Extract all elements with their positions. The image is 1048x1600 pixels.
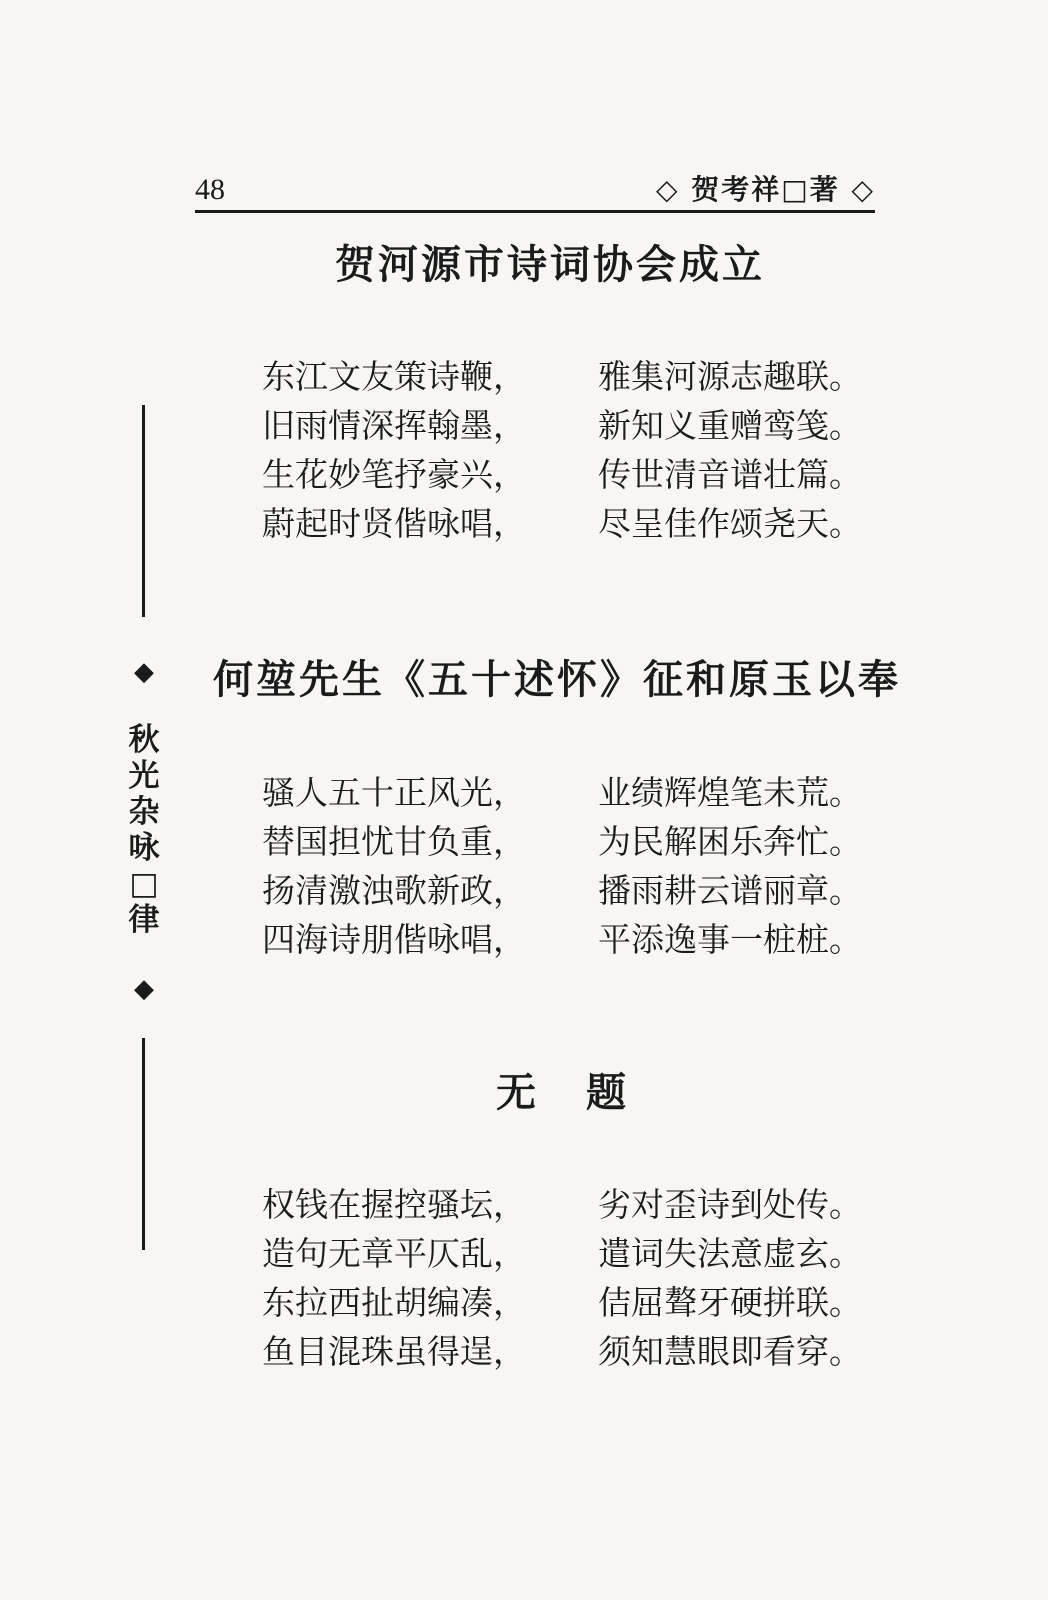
poem-line: 雅集河源志趣联。 (598, 357, 862, 396)
side-rule-top (142, 405, 145, 617)
poem-couplet (262, 817, 882, 866)
poem-title: 何堃先生《五十述怀》征和原玉以奉 (213, 657, 901, 703)
poem-line: 劣对歪诗到处传。 (598, 1185, 862, 1224)
poem-line: 传世清音谱壮篇。 (598, 455, 862, 494)
poem-couplet (262, 866, 882, 915)
header-author: ◇ 贺考祥□著 ◇ (655, 173, 875, 206)
poem-line: 为民解困乐奔忙。 (598, 822, 862, 861)
poem-couplet (262, 768, 882, 817)
poem-line: 播雨耕云谱丽章。 (598, 871, 862, 910)
poem-line: 生花妙笔抒豪兴， (262, 455, 526, 494)
page-number: 48 (195, 173, 225, 206)
poem-couplet (262, 915, 882, 964)
poem-line: 须知慧眼即看穿。 (598, 1332, 862, 1371)
poem-couplet (262, 450, 882, 499)
poem-body (262, 352, 882, 548)
poem-line: 新知义重赠鸾笺。 (598, 406, 862, 445)
poem-line: 遣词失法意虚玄。 (598, 1234, 862, 1273)
poem-line: 旧雨情深挥翰墨， (262, 406, 526, 445)
poem-body (262, 768, 882, 964)
poem-line: 四海诗朋偕咏唱， (262, 920, 526, 959)
poem-line: 骚人五十正风光， (262, 773, 526, 812)
poem-line: 业绩辉煌笔未荒。 (598, 773, 862, 812)
diamond-icon: ◆ (134, 974, 154, 1004)
poem-couplet (262, 352, 882, 401)
poem-line: 鱼目混珠虽得逞， (262, 1332, 526, 1371)
poem-line: 东拉西扯胡编凑， (262, 1283, 526, 1322)
poem-line: 扬清激浊歌新政， (262, 871, 526, 910)
poem-couplet (262, 401, 882, 450)
poem-title: 贺河源市诗词协会成立 (335, 242, 765, 288)
diamond-icon: ◆ (134, 657, 154, 687)
poem-line: 平添逸事一桩桩。 (598, 920, 862, 959)
poem-couplet (262, 1229, 882, 1278)
poem-couplet (262, 1278, 882, 1327)
poem-line: 尽呈佳作颂尧天。 (598, 504, 862, 543)
side-book-title: 秋光杂咏□律 (128, 722, 160, 938)
poem-couplet (262, 1327, 882, 1376)
running-header (195, 170, 875, 212)
poem-title: 无题 (496, 1070, 676, 1116)
header-rule (195, 210, 875, 213)
poem-line: 替国担忧甘负重， (262, 822, 526, 861)
poem-line: 蔚起时贤偕咏唱， (262, 504, 526, 543)
side-rule-bottom (142, 1038, 145, 1250)
poem-couplet (262, 1180, 882, 1229)
poem-line: 造句无章平仄乱， (262, 1234, 526, 1273)
poem-body (262, 1180, 882, 1376)
poem-couplet (262, 499, 882, 548)
poem-line: 权钱在握控骚坛， (262, 1185, 526, 1224)
poem-line: 东江文友策诗鞭， (262, 357, 526, 396)
poem-line: 佶屈聱牙硬拼联。 (598, 1283, 862, 1322)
